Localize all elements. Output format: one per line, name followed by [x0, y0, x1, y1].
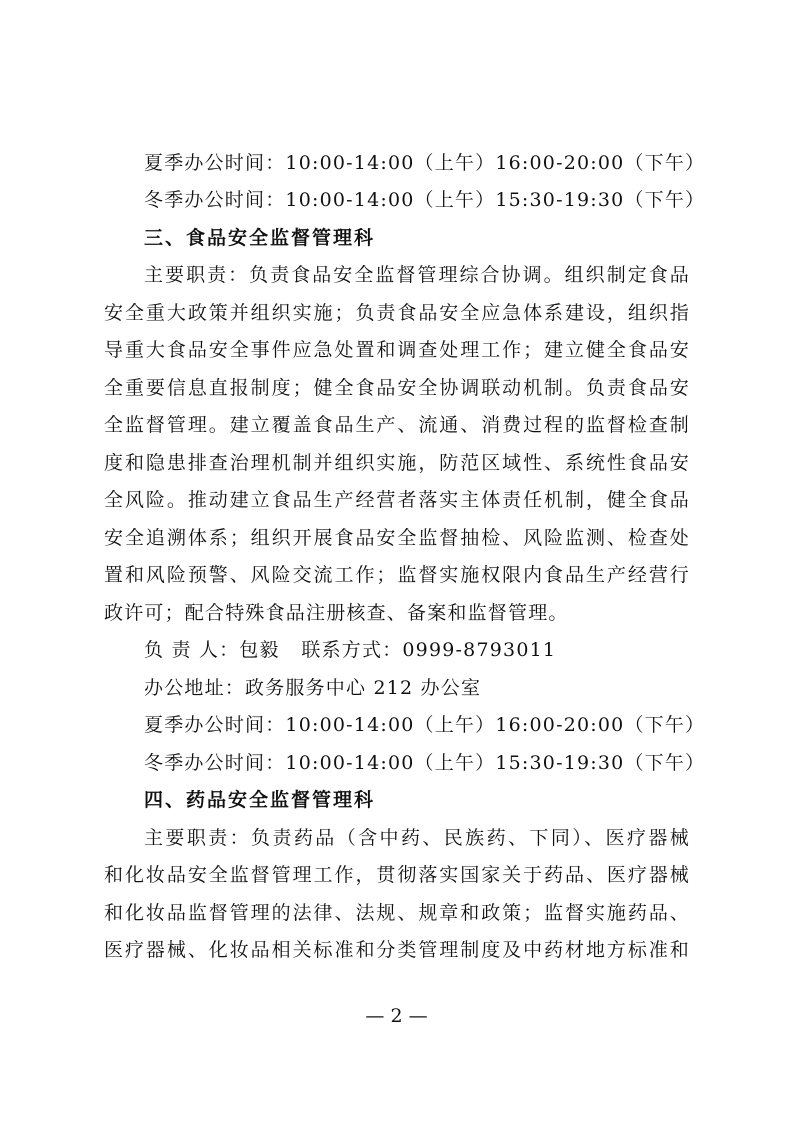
winter-office-hours: 冬季办公时间：10:00-14:00（上午）15:30-19:30（下午）: [144, 752, 706, 774]
duties-paragraph-line: 安全重大政策并组织实施；负责食品安全应急体系建设，组织指: [104, 302, 690, 324]
section-heading-food-safety: 三、食品安全监督管理科: [144, 227, 376, 249]
duties-paragraph-line: 置和风险预警、风险交流工作；监督实施权限内食品生产经营行: [104, 564, 690, 586]
duties-paragraph-line: 全监督管理。建立覆盖食品生产、流通、消费过程的监督检查制: [104, 414, 690, 436]
duties-paragraph-line: 全重要信息直报制度；健全食品安全协调联动机制。负责食品安: [104, 377, 690, 399]
contact-person: 负 责 人：包毅 联系方式：0999-8793011: [144, 639, 557, 661]
duties-paragraph-line: 全风险。推动建立食品生产经营者落实主体责任机制，健全食品: [104, 489, 690, 511]
duties-paragraph-line: 和化妆品监督管理的法律、法规、规章和政策；监督实施药品、: [104, 902, 690, 924]
duties-paragraph-line: 主要职责：负责食品安全监督管理综合协调。组织制定食品: [144, 264, 690, 286]
duties-paragraph-line: 安全追溯体系；组织开展食品安全监督抽检、风险监测、检查处: [104, 527, 690, 549]
summer-office-hours: 夏季办公时间：10:00-14:00（上午）16:00-20:00（下午）: [144, 152, 706, 174]
page-number: — 2 —: [365, 1005, 428, 1027]
duties-paragraph-line: 政许可；配合特殊食品注册核查、备案和监督管理。: [104, 602, 569, 624]
duties-paragraph-line: 医疗器械、化妆品相关标准和分类管理制度及中药材地方标准和: [104, 939, 690, 961]
duties-paragraph-line: 和化妆品安全监督管理工作，贯彻落实国家关于药品、医疗器械: [104, 864, 690, 886]
duties-paragraph-line: 主要职责：负责药品（含中药、民族药、下同）、医疗器械: [144, 827, 690, 849]
office-address: 办公地址：政务服务中心 212 办公室: [144, 677, 482, 699]
summer-office-hours: 夏季办公时间：10:00-14:00（上午）16:00-20:00（下午）: [144, 714, 706, 736]
duties-paragraph-line: 度和隐患排查治理机制并组织实施，防范区域性、系统性食品安: [104, 452, 690, 474]
winter-office-hours: 冬季办公时间：10:00-14:00（上午）15:30-19:30（下午）: [144, 189, 706, 211]
section-heading-drug-safety: 四、药品安全监督管理科: [144, 789, 376, 811]
duties-paragraph-line: 导重大食品安全事件应急处置和调查处理工作；建立健全食品安: [104, 339, 690, 361]
